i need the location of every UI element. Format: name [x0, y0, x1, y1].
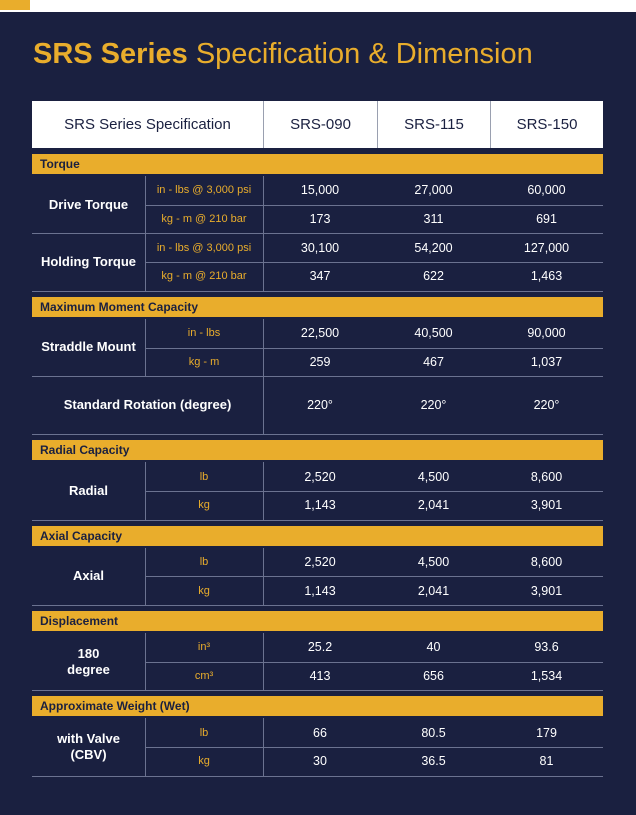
- value-cell: 3,901: [530, 583, 563, 598]
- section-title: Displacement: [32, 611, 603, 631]
- unit-label: in - lbs @ 3,000 psi: [156, 184, 252, 197]
- unit-label: in³: [197, 641, 211, 654]
- unit-label: kg: [198, 755, 210, 768]
- value-cell: 1,143: [304, 583, 336, 598]
- value-cell: 66: [313, 725, 327, 740]
- value-cell: 3,901: [530, 498, 563, 513]
- unit-label: cm³: [194, 670, 214, 683]
- row-label: Standard Rotation (degree): [63, 397, 232, 413]
- value-cell: 4,500: [417, 469, 450, 484]
- row-divider: [32, 605, 603, 606]
- value-cell: 220°: [307, 398, 333, 413]
- value-cell: 30,100: [300, 240, 340, 255]
- value-cell: 22,500: [300, 326, 340, 341]
- value-cell: 2,520: [304, 554, 336, 569]
- unit-label: lb: [199, 470, 209, 483]
- value-cell: 60,000: [527, 183, 566, 198]
- value-cell: 413: [309, 669, 331, 684]
- value-cell: 30: [313, 754, 327, 769]
- value-cell: 2,041: [417, 583, 450, 598]
- group-label: Holding Torque: [40, 254, 137, 270]
- group-label: with Valve (CBV): [57, 731, 120, 763]
- row-divider: [32, 434, 603, 435]
- title-bold: SRS Series: [33, 38, 188, 70]
- row-divider: [32, 291, 603, 292]
- header-model: SRS-115: [377, 101, 490, 148]
- value-cell: 179: [536, 725, 557, 740]
- group-label: 180 degree: [67, 645, 110, 677]
- unit-label: kg: [198, 499, 210, 512]
- value-cell: 40: [426, 640, 441, 655]
- unit-label: kg - m @ 210 bar: [161, 270, 247, 283]
- value-cell: 259: [309, 354, 331, 369]
- value-cell: 347: [309, 269, 331, 284]
- value-cell: 54,200: [414, 240, 453, 255]
- value-cell: 691: [536, 212, 557, 227]
- unit-label: kg - m: [188, 355, 220, 368]
- group-label: Axial: [72, 568, 105, 584]
- row-divider: [32, 520, 603, 521]
- value-cell: 80.5: [421, 725, 446, 740]
- unit-label: lb: [199, 555, 209, 568]
- title-rest: Specification & Dimension: [195, 38, 533, 70]
- unit-label: in - lbs @ 3,000 psi: [156, 241, 252, 254]
- value-cell: 8,600: [530, 554, 563, 569]
- value-cell: 25.2: [307, 640, 333, 655]
- value-cell: 622: [423, 269, 444, 284]
- row-divider: [32, 776, 603, 777]
- unit-label: kg - m @ 210 bar: [161, 213, 247, 226]
- value-cell: 4,500: [417, 554, 450, 569]
- value-cell: 1,463: [530, 269, 563, 284]
- value-cell: 81: [539, 754, 554, 769]
- unit-label: lb: [199, 726, 209, 739]
- group-label: Straddle Mount: [41, 339, 136, 355]
- value-cell: 2,041: [417, 498, 450, 513]
- value-cell: 15,000: [300, 183, 340, 198]
- section-title: Approximate Weight (Wet): [32, 696, 603, 716]
- header-model: SRS-150: [490, 101, 603, 148]
- value-cell: 36.5: [421, 754, 446, 769]
- value-cell: 311: [423, 212, 444, 227]
- section-title: Radial Capacity: [32, 440, 603, 460]
- value-cell: 2,520: [304, 469, 336, 484]
- value-cell: 8,600: [530, 469, 563, 484]
- unit-label: in - lbs: [187, 327, 221, 340]
- value-cell: 173: [309, 212, 331, 227]
- header-model: SRS-090: [263, 101, 377, 148]
- value-cell: 27,000: [414, 183, 453, 198]
- group-label: Drive Torque: [48, 196, 129, 212]
- value-cell: 1,534: [530, 669, 563, 684]
- value-cell: 40,500: [414, 326, 453, 341]
- value-cell: 90,000: [527, 326, 566, 341]
- header-label: SRS Series Specification: [32, 101, 263, 148]
- unit-label: kg: [198, 584, 210, 597]
- section-title: Torque: [32, 154, 603, 174]
- value-cell: 1,143: [304, 498, 336, 513]
- value-cell: 467: [423, 354, 444, 369]
- row-divider: [32, 690, 603, 691]
- value-cell: 127,000: [523, 240, 570, 255]
- section-title: Maximum Moment Capacity: [32, 297, 603, 317]
- group-label: Radial: [68, 482, 108, 498]
- value-cell: 220°: [420, 398, 447, 413]
- value-cell: 656: [423, 669, 444, 684]
- value-cell: 93.6: [534, 640, 559, 655]
- value-cell: 1,037: [530, 354, 563, 369]
- page-title: [33, 38, 533, 71]
- value-cell: 220°: [533, 398, 560, 413]
- top-accent-bar: [0, 0, 30, 10]
- section-title: Axial Capacity: [32, 526, 603, 546]
